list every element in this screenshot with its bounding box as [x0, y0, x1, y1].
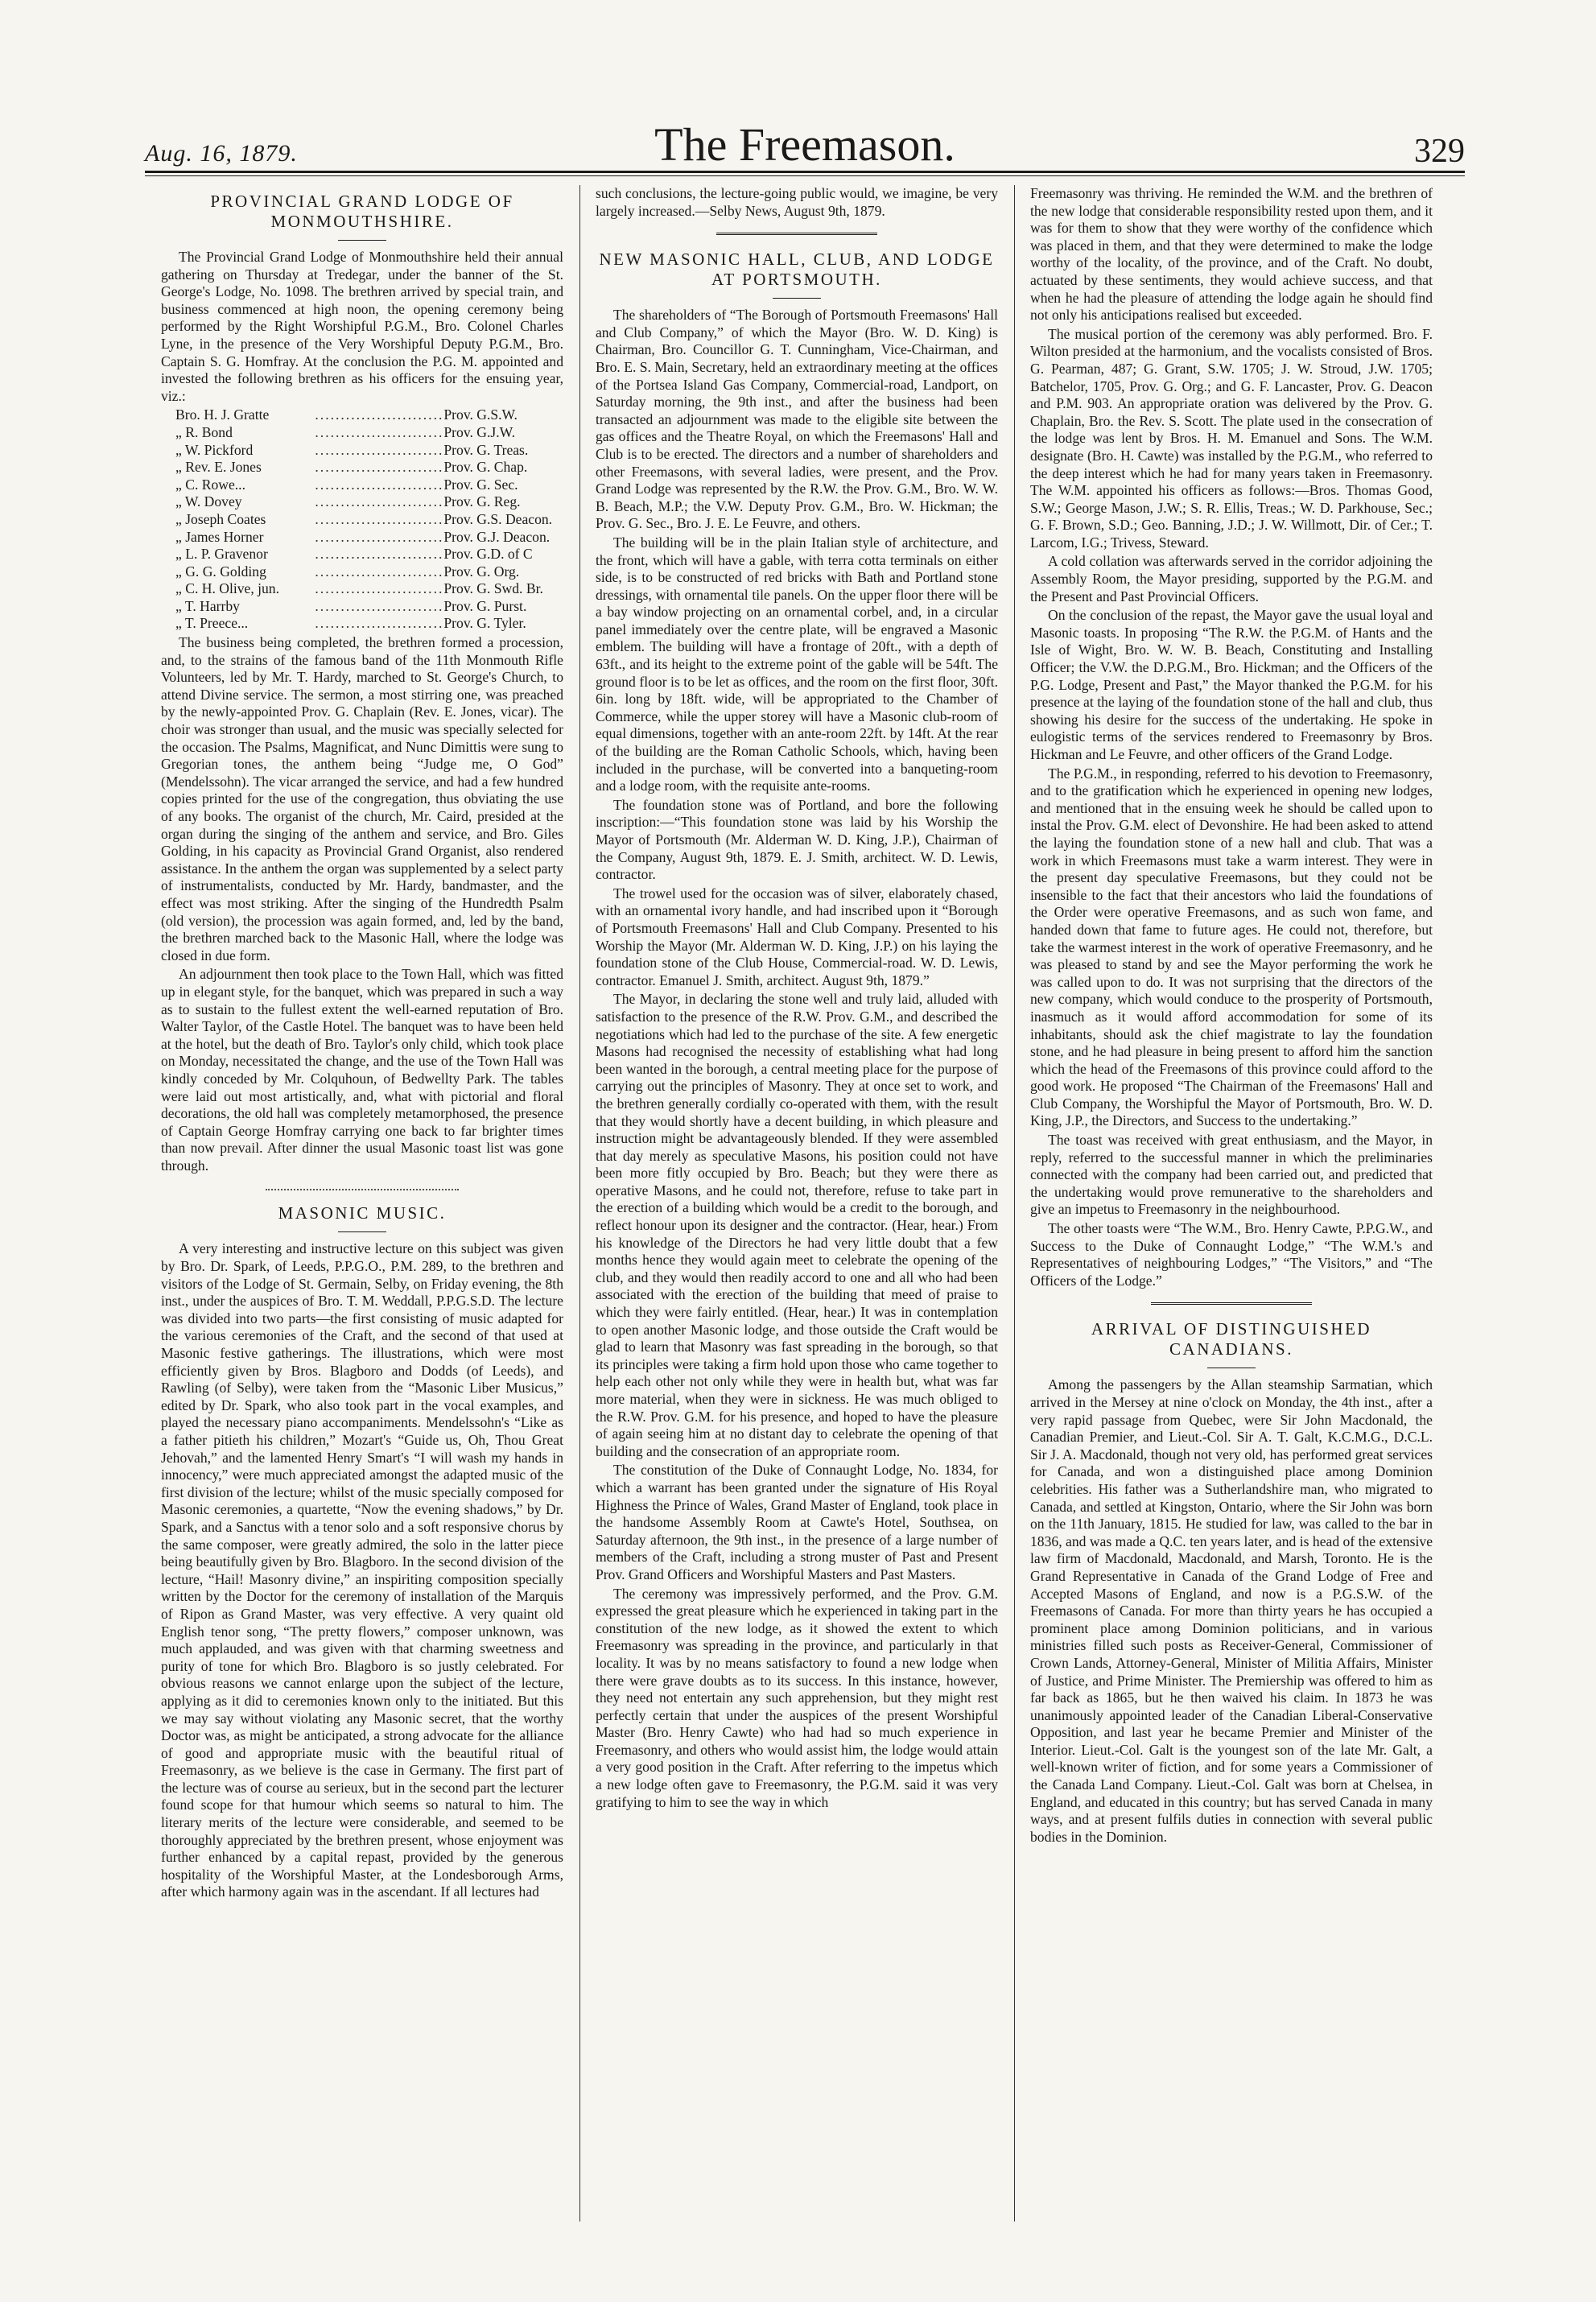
paragraph: The foundation stone was of Portland, and bore the following inscription:—“This foundation stone was laid by his Worship the Mayor of Portsmouth (Mr. Alderman W. D. King, J.P.), Chairman of the Company, August 9th, 1879. E. J. Smith, architect. W. D. Lewis, contractor.: [596, 796, 998, 883]
officer-name: Bro. H. J. Gratte: [175, 406, 270, 423]
article-heading-canadians: ARRIVAL OF DISTINGUISHED CANADIANS.: [1091, 1319, 1372, 1359]
officer-name: „ T. Harrby: [175, 597, 240, 614]
masthead-rule: [145, 171, 1465, 173]
officer-office: Prov. G.S.W.: [443, 406, 518, 423]
paragraph-continued: such conclusions, the lecture-going public would, we imagine, be very largely increased.—Selby News, August 9th, 1879.: [596, 185, 998, 219]
leader-dots: .........................: [315, 459, 444, 476]
paragraph: A very interesting and instructive lecture on this subject was given by Bro. Dr. Spark, of Leeds, P.P.G.O., P.M. 289, to the brethren and visitors of the Lodge of St. Germain, Selby, on Friday evening, the 8th inst., under the auspices of Bro. T. M. Weddall, P.P.G.S.D. The lecture was divided into two parts—the first consisting of music adapted for the various ceremonies of the Craft, and the second of that used at Masonic festive gatherings. The illustrations, which were most efficiently given by Bros. Blagboro and Dodds (of Leeds), and Rawling (of Selby), were taken from the “Masonic Liber Musicus,” edited by Dr. Spark, who also took part in the vocal examples, and played the necessary piano accompaniments. Mendelssohn's “Like as a father pitieth his children,” Mozart's “Guide us, Oh, Thou Great Jehovah,” and the lamented Henry Smart's “I will wash my hands in innocency,” were much appreciated amongst the adapted music of the first division of the lecture; whilst of the music specially composed for Masonic ceremonies, a quartette, “Now the evening shadows,” by Dr. Spark, and a Sanctus with a tenor solo and a soft responsive chorus by the same composer, were greatly admired, the solo in the latter piece being beautifully given by Bro. Blagboro. In the second division of the lecture, “Hail! Masonry divine,” an inspiriting composition specially written by the Doctor for the ceremony of installation of the Marquis of Ripon as Grand Master, was very effective. A very quaint old English tenor song, “The pretty flowers,” composer unknown, was much applauded, and was given with that charming sweetness and purity of tone for which Bro. Blagboro is so justly celebrated. For obvious reasons we cannot enlarge upon the subject of the lecture, applying as it did to ceremonies known only to the initiated. But this we may say without violating any Masonic secret, that the worthy Doctor was, as might be anticipated, a strong advocate for the alliance of good and appropriate music with the beautiful ritual of Freemasonry, as we believe is the case in Germany. The first part of the lecture was of course au serieux, but in the second part the lecturer found scope for that humour which seems so natural to him. The literary merits of the lecture were considerable, and seemed to be thoroughly appreciated by the brethren present, whose enjoyment was further enhanced by a capital repast, provided by the generous hospitality of the Worshipful Master, at the Londesborough Arms, after which harmony again was in the ascendant. If all lectures had: [161, 1240, 563, 1900]
officer-office: Prov. G. Tyler.: [443, 615, 526, 632]
officer-name: „ W. Dovey: [175, 493, 242, 510]
leader-dots: .........................: [315, 580, 444, 597]
paragraph: On the conclusion of the repast, the Mayor gave the usual loyal and Masonic toasts. In proposing “The R.W. the P.G.M. of Hants and the Isle of Wight, Bro. W. W. B. Beach, Constituting and Installing Officer; the V.W. the D.P.G.M., Bro. Hickman; and the Officers of the P.G. Lodge, Present and Past,” the Mayor thanked the P.G.M. for his presence at the laying of the foundation stone of the hall and club, thus showing his desire for the success of the undertaking. He spoke in eulogistic terms of the services rendered to Freemasonry by Bros. Hickman and Le Feuvre, and other officers of the Grand Lodge.: [1030, 607, 1433, 762]
officer-office: Prov. G. Reg.: [443, 493, 521, 510]
masthead-rule-thin: [145, 175, 1465, 176]
column-3: [1030, 185, 1433, 2246]
officer-office: Prov. G.S. Deacon.: [443, 510, 553, 527]
newspaper-title: The Freemason.: [654, 118, 955, 171]
leader-dots: .........................: [315, 441, 444, 458]
heading-rule: [338, 240, 386, 241]
officer-name: „ Joseph Coates: [175, 510, 266, 527]
column-1: [161, 185, 563, 2246]
officer-office: Prov. G. Treas.: [443, 441, 529, 458]
masthead: [145, 118, 1465, 171]
officer-row: [161, 424, 563, 442]
leader-dots: .........................: [315, 597, 444, 614]
leader-dots: .........................: [315, 423, 444, 440]
paragraph: The constitution of the Duke of Connaught Lodge, No. 1834, for which a warrant has been granted under the signature of His Royal Highness the Prince of Wales, Grand Master of England, took place in the handsome Assembly Room at Cawte's Hotel, Southsea, on Saturday afternoon, the 9th inst., in the presence of a large number of members of the Craft, including a strong muster of Past and Present Prov. Grand Officers and Worshipful Masters and Past Masters.: [596, 1462, 998, 1582]
article-heading-masonic-music: MASONIC MUSIC.: [278, 1203, 447, 1223]
heading-rule: [338, 1231, 386, 1232]
leader-dots: .........................: [315, 546, 444, 563]
section-double-rule: [1151, 1302, 1312, 1306]
paragraph: The P.G.M., in responding, referred to his devotion to Freemasonry, and to the gratification which he experienced in opening new lodges, and mentioned that in the ensuing week he should be called upon to instal the Prov. G.M. elect of Devonshire. He had been asked to attend the laying the foundation stone of a new hall and club. That was a work in which Freemasons must take a warm interest. They were in the present day speculative Freemasons, but they could not be insensible to the fact that their ancestors who laid the foundations of the Order were operative Freemasons, and as such won fame, and handed down that fame to future ages. He could not, therefore, but take the warmest interest in the work of operative Freemasonry, and he was pleased to stand by and see the Mayor performing the work he was called upon to do. It was not surprising that the directors of the new company, which would conduce to the prosperity of Portsmouth, inasmuch as it would afford accommodation for some of its inhabitants, should ask the chief magistrate to lay the foundation stone, and he had pleasure in being present to afford him the sanction which the head of the Freemasons of this province could afford to the good work. He proposed “The Chairman of the Freemasons' Hall and Club Company, the Worshipful the Mayor of Portsmouth, Bro. W. D. King, J.P., the Directors, and Success to the undertaking.”: [1030, 765, 1433, 1129]
paragraph: The business being completed, the brethren formed a procession, and, to the strains of the famous band of the 11th Monmouth Rifle Volunteers, led by Mr. T. Hardy, marched to St. George's Church, to attend Divine service. The sermon, a most stirring one, was preached by the newly-appointed Prov. G. Chaplain (Rev. E. Jones, vicar). The choir was stronger than usual, and the music was specially selected for the occasion. The Psalms, Magnificat, and Nunc Dimittis were sung to Gregorian tones, the anthem being “Judge me, O God” (Mendelssohn). The vicar arranged the service, and had a few hundred copies printed for the use of the congregation, thus obviating the use of any books. The organist of the church, Mr. Caird, presided at the organ during the singing of the anthem and service, and Bro. Giles Golding, in his capacity as Provincial Grand Organist, also rendered assistance. In the anthem the organ was supplemented by a select party of instrumentalists, conducted by Mr. Hardy, bandmaster, and the effect was most striking. After the singing of the Hundredth Psalm (old version), the procession was again formed, and, led by the band, the brethren marched back to the Masonic Hall, where the lodge was closed in due form.: [161, 634, 563, 963]
officer-row: [161, 442, 563, 460]
officer-office: Prov. G.J.W.: [443, 423, 516, 440]
officer-name: „ R. Bond: [175, 423, 233, 440]
officer-office: Prov. G. Sec.: [443, 476, 518, 493]
paragraph: A cold collation was afterwards served in the corridor adjoining the Assembly Room, the Mayor presiding, supported by the P.G.M. and the Present and Past Provincial Officers.: [1030, 553, 1433, 604]
officer-name: „ James Horner: [175, 528, 264, 545]
officer-name: „ T. Preece...: [175, 615, 249, 632]
article-heading-portsmouth: NEW MASONIC HALL, CLUB, AND LODGE AT PORTSMOUTH.: [599, 250, 995, 290]
officer-row: [161, 476, 563, 494]
page-number: 329: [1414, 133, 1465, 170]
paragraph: The Mayor, in declaring the stone well and truly laid, alluded with satisfaction to the presence of the R.W. Prov. G.M., and described the negotiations which had led to the purchase of the site. A few energetic Masons had recognised the necessity of establishing what had long been wanted in the borough, a central meeting place for the purpose of carrying out the principles of Masonry. They at once set to work, and the brethren generally cordially co-operated with them, with the result that they would shortly have a decent building, in which pleasure and instruction might be advantageously blended. If they were assembled that day merely as speculative Masons, his position could not have been more fitly occupied by Bro. Beach; but they were there as operative Masons, and he could not, therefore, refuse to take part in the erection of a building which would be a credit to the borough, and reflect honour upon its designer and the contractor. (Hear, hear.) From his knowledge of the Directors he had very little doubt that a few months hence they would again meet to celebrate the opening of the club, and they would then readily accord to one and all who had been associated with the erection of the building that meed of praise to which they were fairly entitled. (Hear, hear.) It was in contemplation to open another Masonic lodge, and those outside the Craft would be glad to learn that Masonry was fast spreading in the borough, so that its principles were taking a firm hold upon those who came together to help each other not only while they were in health but, what was far more material, when they were in sickness. He was much obliged to the R.W. Prov. G.M. for his presence, and hoped to have the pleasure of again seeing him at no distant day to celebrate the opening of that building and the consecration of an appropriate room.: [596, 991, 998, 1459]
paragraph: An adjournment then took place to the Town Hall, which was fitted up in elegant style, for the banquet, which was prepared in such a way as to sustain to the fullest extent the well-earned reputation of Bro. Walter Taylor, of the Castle Hotel. The banquet was to have been held at the hotel, but the death of Bro. Taylor's only child, which took place on Monday, necessitated the change, and the use of the Town Hall was kindly conceded by Mr. Colquhoun, of Bedwellty Park. The tables were laid out most artistically, and, what with pictorial and floral decorations, the old hall was completely metamorphosed, the presence of Captain George Homfray carrying one back to far brighter times than now prevail. After dinner the usual Masonic toast list was gone through.: [161, 966, 563, 1174]
officer-row: [161, 615, 563, 633]
paragraph: The building will be in the plain Italian style of architecture, and the front, which will have a gable, with terra cotta terminals on either side, is to be constructed of red bricks with Bath and Portland stone dressings, with ornamental tile panels. On the upper floor there will be a bay window projecting on an ornamental corbel, and, in a circular panel immediately over the centre plate, will be engraved a Masonic emblem. The building will have a frontage of 20ft., with a depth of 63ft., and its height to the extreme point of the gable will be 54ft. The ground floor is to be let as offices, and the room on the first floor, 30ft. 6in. long by 18ft. wide, will be appropriated to the Chamber of Commerce, while the upper storey will have a Masonic club-room of equal dimensions, together with an ante-room 22ft. by 14ft. At the rear of the building are the Roman Catholic Schools, which, having been included in the purchase, will be converted into a banqueting-room and a lodge room, with the requisite ante-rooms.: [596, 534, 998, 794]
officer-name: „ Rev. E. Jones: [175, 459, 262, 476]
officer-row: [161, 511, 563, 529]
officer-office: Prov. G. Chap.: [443, 459, 528, 476]
officer-office: Prov. G.D. of C: [443, 546, 533, 563]
officer-row: [161, 563, 563, 581]
officer-row: [161, 529, 563, 547]
officer-office: Prov. G.J. Deacon.: [443, 528, 551, 545]
paragraph: The trowel used for the occasion was of silver, elaborately chased, with an ornamental ivory handle, and had inscribed upon it “Borough of Portsmouth Freemasons' Hall and Club Company. Presented to his Worship the Mayor (Mr. Alderman W. D. King, J.P.) on his laying the foundation stone of the Club House, Commercial-road. W. D. Lewis, contractor. Emanuel J. Smith, architect. August 9th, 1879.”: [596, 885, 998, 988]
officer-row: [161, 598, 563, 616]
leader-dots: .........................: [315, 528, 444, 545]
paragraph: The ceremony was impressively performed, and the Prov. G.M. expressed the great pleasure which he experienced in taking part in the constitution of the new lodge, as it showed the extent to which Freemasonry was spreading in the province, and particularly in that locality. It was by no means satisfactory to found a new lodge when there were grave doubts as to its success. In this instance, however, they need not entertain any such apprehension, but they might rest perfectly certain that under the auspices of the present Worshipful Master (Bro. Henry Cawte) who had had so much experience in Freemasonry, and others who would assist him, the lodge would attain a very good position in the Craft. After referring to the impetus which a new lodge often gave to Freemasonry, the P.G.M. said it was very gratifying to him to see the way in which: [596, 1585, 998, 1810]
officer-row: [161, 493, 563, 511]
officer-office: Prov. G. Swd. Br.: [443, 580, 543, 597]
leader-dots: .........................: [315, 615, 444, 632]
column-divider-2: [1014, 185, 1015, 2222]
leader-dots: .........................: [315, 563, 444, 580]
leader-dots: .........................: [315, 476, 444, 493]
issue-date: Aug. 16, 1879.: [145, 140, 298, 167]
officer-name: „ C. H. Olive, jun.: [175, 580, 280, 597]
officer-name: „ L. P. Gravenor: [175, 546, 268, 563]
column-2: [596, 185, 998, 2246]
section-double-rule: [716, 233, 877, 237]
officers-list: [161, 406, 563, 633]
column-divider-1: [579, 185, 580, 2222]
officer-row: [161, 580, 563, 598]
officer-row: [161, 546, 563, 563]
paragraph-continued: Freemasonry was thriving. He reminded the W.M. and the brethren of the new lodge that considerable responsibility rested upon them, and it was for them to show that they were worthy of the confidence which was placed in them, and that they were determined to make the lodge worthy of the locality, of the province, and of the Craft. No doubt, actuated by these sentiments, they would achieve success, and that when he had the pleasure of attending the lodge again he should find not only his anticipations realised but exceeded.: [1030, 185, 1433, 324]
officer-name: „ C. Rowe...: [175, 476, 245, 493]
officer-name: „ G. G. Golding: [175, 563, 266, 580]
paragraph: The musical portion of the ceremony was ably performed. Bro. F. Wilton presided at the harmonium, and the vocalists consisted of Bros. G. Pearman, 487; G. Grant, S.W. 1705; J. W. Stroud, J.W. 1705; Batchelor, 1705, Prov. G. Org.; and G. F. Lancaster, Prov. G. Deacon and P.M. 903. An appropriate oration was delivered by the Prov. G. Chaplain, Bro. the Rev. S. Scott. The plate used in the consecration of the lodge was lent by Bros. H. M. Emanuel and Sons. The W.M. designate (Bro. H. Cawte) was installed by the P.G.M., who referred to the deep interest which he had for many years taken in Freemasonry. The W.M. appointed his officers as follows:—Bros. Thomas Good, S.W.; George Mason, J.W.; S. R. Ellis, Treas.; W. D. Parkhouse, Sec.; G. F. Brown, S.D.; Geo. Banning, J.D.; J. W. Willmott, Dir. of Cer.; T. Larcom, I.G.; Trivess, Steward.: [1030, 325, 1433, 551]
article-heading-monmouthshire: PROVINCIAL GRAND LODGE OF MONMOUTHSHIRE.: [210, 192, 514, 231]
leader-dots: .........................: [315, 493, 444, 510]
paragraph: Among the passengers by the Allan steamship Sarmatian, which arrived in the Mersey at nine o'clock on Monday, the 4th inst., after a very rapid passage from Quebec, were Sir John Macdonald, the Canadian Premier, and Lieut.-Col. Sir A. T. Galt, K.C.M.G., D.C.L. Sir J. A. Macdonald, though not very old, has performed great services for Canada, and won a distinguished place among Dominion celebrities. His father was a Sutherlandshire man, who migrated to Canada, and settled at Kingston, Ontario, where the Sir John was born on the 11th January, 1815. He studied for law, was called to the bar in 1836, and was made a Q.C. ten years later, and is head of the extensive law firm of Macdonald, Macdonald, and Marsh, Toronto. He is the Grand Representative in Canada of the Grand Lodge of Free and Accepted Masons of England, and now is a P.G.S.W. of the Freemasons of Canada. For more than thirty years he has occupied a prominent place among Dominion politicians, and in various ministries filled such posts as Receiver-General, Commissioner of Crown Lands, Attorney-General, Minister of Militia Affairs, Minister of Justice, and Prime Minister. The Premiership was offered to him as far back as 1865, but he then waived his claim. In 1873 he was unanimously appointed leader of the Canadian Liberal-Conservative Opposition, and last year he became Premier and Minister of the Interior. Lieut.-Col. Galt is the youngest son of the late Mr. Galt, a well-known writer of fiction, and for some years a Commissioner of the Canada Land Company. Lieut.-Col. Galt was born at Chelsea, in England, and educated in this country; but has served Canada in many ways, and at present fulfils duties in connection with several public bodies in the Dominion.: [1030, 1376, 1433, 1845]
officer-office: Prov. G. Purst.: [443, 597, 527, 614]
leader-dots: .........................: [315, 406, 444, 423]
leader-dots: .........................: [315, 510, 444, 527]
paragraph: The shareholders of “The Borough of Portsmouth Freemasons' Hall and Club Company,” of which the Mayor (Bro. W. D. King) is Chairman, Bro. Councillor G. T. Cunningham, Vice-Chairman, and Bro. E. S. Main, Secretary, held an extraordinary meeting at the offices of the Portsea Island Gas Company, Commercial-road, Landport, on Saturday morning, the 9th inst., and after the business had been transacted an adjournment was made to the eligible site between the gas offices and the Theatre Royal, on which the Freemasons' Hall and Club is to be erected. The directors and a number of shareholders and other Freemasons, with several ladies, were present, and the Prov. Grand Lodge was represented by the R.W. the Prov. G.M., Bro. W. W. B. Beach, M.P.; the V.W. Deputy Prov. G.M., Bro. W. Hickman; the Prov. G. Sec., Bro. J. E. Le Feuvre, and others.: [596, 307, 998, 532]
officer-name: „ W. Pickford: [175, 441, 254, 458]
paragraph: The toast was received with great enthusiasm, and the Mayor, in reply, referred to the successful manner in which the preliminaries connected with the company had been carried out, and predicted that the undertaking would prove remunerative to the shareholders and give an impetus to Freemasonry in the neighbourhood.: [1030, 1132, 1433, 1218]
officer-row: [161, 459, 563, 476]
heading-rule: [773, 298, 821, 299]
officer-office: Prov. G. Org.: [443, 563, 520, 580]
paragraph: The other toasts were “The W.M., Bro. Henry Cawte, P.P.G.W., and Success to the Duke of Connaught Lodge,” “The W.M.'s and Representatives of neighbouring Lodges,” “The Visitors,” and “The Officers of the Lodge.”: [1030, 1220, 1433, 1289]
officer-row: [161, 406, 563, 424]
paragraph: The Provincial Grand Lodge of Monmouthshire held their annual gathering on Thursday at Tredegar, under the banner of the St. George's Lodge, No. 1098. The brethren arrived by special train, and business commenced at high noon, the opening ceremony being performed by the Right Worshipful P.G.M., Bro. Colonel Charles Lyne, in the presence of the Very Worshipful Deputy P.G.M., Bro. Captain S. G. Homfray. At the conclusion the P.G. M. appointed and invested the following brethren as his officers for the ensuing year, viz.:: [161, 249, 563, 404]
section-ornament: [266, 1189, 459, 1190]
